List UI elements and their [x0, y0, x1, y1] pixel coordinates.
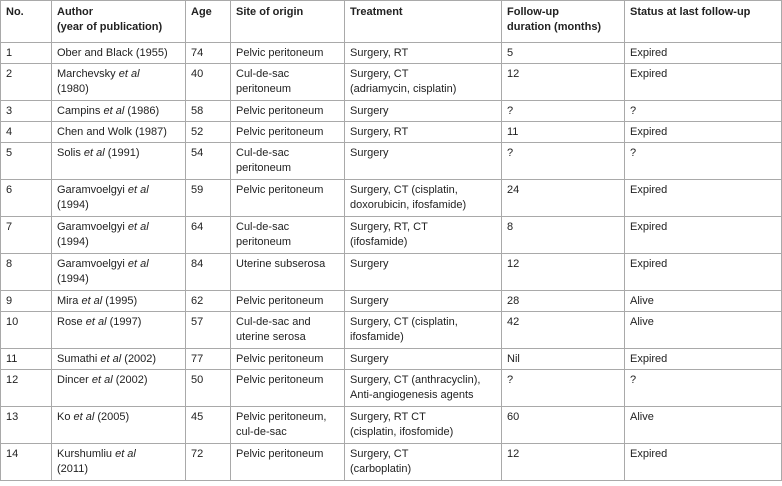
table-body	[1, 43, 782, 481]
author-text: Kurshumliu	[57, 448, 116, 460]
cell-treatment: Surgery, CT (adriamycin, cisplatin)	[345, 64, 502, 101]
cell-treatment: Surgery, CT (carboplatin)	[345, 444, 502, 481]
cell-age: 74	[186, 43, 231, 64]
cell-age: 57	[186, 312, 231, 349]
author-text: (1980)	[57, 83, 89, 95]
cell-age: 62	[186, 291, 231, 312]
cell-age: 77	[186, 349, 231, 370]
cell-no: 9	[1, 291, 52, 312]
cell-author	[52, 217, 186, 254]
author-text: Campins	[57, 105, 104, 117]
cell-site: Pelvic peritoneum	[231, 370, 345, 407]
table-row	[1, 217, 782, 254]
cell-status: Expired	[625, 349, 782, 370]
author-text: Ober and Black (1955)	[57, 47, 168, 59]
table-row	[1, 349, 782, 370]
author-text: Solis	[57, 147, 84, 159]
cell-status: Expired	[625, 217, 782, 254]
cell-author	[52, 312, 186, 349]
header-row	[1, 1, 782, 43]
cell-treatment: Surgery	[345, 143, 502, 180]
table-row	[1, 291, 782, 312]
author-text: (2002)	[121, 353, 157, 365]
cell-status: ?	[625, 101, 782, 122]
author-text: (2011)	[57, 463, 88, 475]
cell-no: 10	[1, 312, 52, 349]
cell-site: Pelvic peritoneum	[231, 122, 345, 143]
cell-followup: 24	[502, 180, 625, 217]
cell-followup: 8	[502, 217, 625, 254]
cell-treatment: Surgery	[345, 254, 502, 291]
cell-author	[52, 43, 186, 64]
cell-followup: Nil	[502, 349, 625, 370]
cell-no: 8	[1, 254, 52, 291]
header-age: Age	[186, 1, 231, 43]
cell-age: 84	[186, 254, 231, 291]
author-text: (1986)	[124, 105, 160, 117]
cell-age: 58	[186, 101, 231, 122]
author-text: (1995)	[102, 295, 138, 307]
cell-no: 7	[1, 217, 52, 254]
cell-status: Alive	[625, 407, 782, 444]
author-text: (1991)	[104, 147, 140, 159]
author-text: Dincer	[57, 374, 92, 386]
author-text: Chen and Wolk (1987)	[57, 126, 167, 138]
cell-age: 50	[186, 370, 231, 407]
cell-site: Uterine subserosa	[231, 254, 345, 291]
author-et-al: et al	[127, 258, 149, 270]
cell-site: Cul-de-sac peritoneum	[231, 143, 345, 180]
cell-site: Cul-de-sac peritoneum	[231, 217, 345, 254]
cell-site: Pelvic peritoneum	[231, 180, 345, 217]
author-text: Garamvoelgyi	[57, 184, 128, 196]
cell-author	[52, 254, 186, 291]
cell-site: Cul-de-sac peritoneum	[231, 64, 345, 101]
author-text: Ko	[57, 411, 74, 423]
table-row	[1, 407, 782, 444]
author-et-al: et al	[100, 353, 122, 365]
table-row	[1, 43, 782, 64]
cell-author	[52, 180, 186, 217]
header-status: Status at last follow-up	[625, 1, 782, 43]
author-et-al: et al	[83, 147, 105, 159]
author-et-al: et al	[118, 68, 140, 80]
header-no: No.	[1, 1, 52, 43]
author-et-al: et al	[115, 448, 136, 460]
author-text: (2002)	[112, 374, 148, 386]
cell-no: 3	[1, 101, 52, 122]
author-text: (1994)	[57, 236, 89, 248]
table-row	[1, 143, 782, 180]
cell-site: Pelvic peritoneum	[231, 444, 345, 481]
table-row	[1, 101, 782, 122]
cell-treatment: Surgery, CT (cisplatin, doxorubicin, ifosfamide)	[345, 180, 502, 217]
cell-author	[52, 143, 186, 180]
header-treatment: Treatment	[345, 1, 502, 43]
header-followup: Follow-up duration (months)	[502, 1, 625, 43]
cell-author	[52, 370, 186, 407]
cell-treatment: Surgery, CT (cisplatin, ifosfamide)	[345, 312, 502, 349]
header-author: Author (year of publication)	[52, 1, 186, 43]
cell-status: Expired	[625, 254, 782, 291]
cell-status: Expired	[625, 180, 782, 217]
cell-followup: ?	[502, 370, 625, 407]
cell-no: 5	[1, 143, 52, 180]
cell-no: 12	[1, 370, 52, 407]
author-et-al: et al	[127, 221, 149, 233]
cell-author	[52, 349, 186, 370]
cell-treatment: Surgery, RT	[345, 122, 502, 143]
cell-followup: ?	[502, 101, 625, 122]
cell-followup: 42	[502, 312, 625, 349]
author-text: Rose	[57, 316, 86, 328]
cell-site: Cul-de-sac and uterine serosa	[231, 312, 345, 349]
author-text: Garamvoelgyi	[57, 258, 128, 270]
cell-status: Expired	[625, 444, 782, 481]
cell-status: ?	[625, 143, 782, 180]
cell-followup: ?	[502, 143, 625, 180]
cell-followup: 60	[502, 407, 625, 444]
cell-no: 11	[1, 349, 52, 370]
cell-followup: 11	[502, 122, 625, 143]
cell-followup: 12	[502, 64, 625, 101]
cell-author	[52, 122, 186, 143]
table-row	[1, 64, 782, 101]
cell-author	[52, 444, 186, 481]
cell-status: Expired	[625, 43, 782, 64]
table-row	[1, 312, 782, 349]
cell-treatment: Surgery, RT	[345, 43, 502, 64]
cell-status: Alive	[625, 312, 782, 349]
cell-age: 40	[186, 64, 231, 101]
cell-followup: 5	[502, 43, 625, 64]
header-site: Site of origin	[231, 1, 345, 43]
author-et-al: et al	[103, 105, 125, 117]
cell-treatment: Surgery	[345, 291, 502, 312]
cell-status: Expired	[625, 122, 782, 143]
table-row	[1, 370, 782, 407]
table-row	[1, 444, 782, 481]
cell-no: 13	[1, 407, 52, 444]
cell-status: Expired	[625, 64, 782, 101]
author-et-al: et al	[91, 374, 113, 386]
table-row	[1, 254, 782, 291]
table-row	[1, 180, 782, 217]
author-et-al: et al	[127, 184, 149, 196]
author-et-al: et al	[73, 411, 95, 423]
cell-site: Pelvic peritoneum	[231, 291, 345, 312]
cell-site: Pelvic peritoneum	[231, 43, 345, 64]
author-text: Garamvoelgyi	[57, 221, 128, 233]
cell-site: Pelvic peritoneum	[231, 101, 345, 122]
cell-status: Alive	[625, 291, 782, 312]
cell-age: 72	[186, 444, 231, 481]
cell-treatment: Surgery, RT CT (cisplatin, ifosfomide)	[345, 407, 502, 444]
cell-treatment: Surgery, RT, CT (ifosfamide)	[345, 217, 502, 254]
cell-treatment: Surgery	[345, 101, 502, 122]
author-text: (1994)	[57, 199, 89, 211]
author-text: (1994)	[57, 273, 89, 285]
cell-followup: 12	[502, 444, 625, 481]
author-et-al: et al	[85, 316, 107, 328]
cell-author	[52, 407, 186, 444]
author-et-al: et al	[81, 295, 103, 307]
cell-age: 54	[186, 143, 231, 180]
cell-status: ?	[625, 370, 782, 407]
cell-age: 45	[186, 407, 231, 444]
cell-age: 64	[186, 217, 231, 254]
cell-author	[52, 64, 186, 101]
cell-site: Pelvic peritoneum	[231, 349, 345, 370]
cell-no: 6	[1, 180, 52, 217]
author-text: (2005)	[94, 411, 130, 423]
author-text: Marchevsky	[57, 68, 119, 80]
cell-followup: 28	[502, 291, 625, 312]
cell-site: Pelvic peritoneum, cul-de-sac	[231, 407, 345, 444]
author-text: Sumathi	[57, 353, 101, 365]
cell-age: 52	[186, 122, 231, 143]
cell-author	[52, 101, 186, 122]
cell-followup: 12	[502, 254, 625, 291]
cell-no: 1	[1, 43, 52, 64]
cell-author	[52, 291, 186, 312]
table-row	[1, 122, 782, 143]
cell-no: 4	[1, 122, 52, 143]
cell-treatment: Surgery, CT (anthracyclin), Anti-angiogenesis agents	[345, 370, 502, 407]
cell-treatment: Surgery	[345, 349, 502, 370]
cell-no: 2	[1, 64, 52, 101]
author-text: Mira	[57, 295, 82, 307]
cell-age: 59	[186, 180, 231, 217]
cell-no: 14	[1, 444, 52, 481]
author-text: (1997)	[106, 316, 142, 328]
